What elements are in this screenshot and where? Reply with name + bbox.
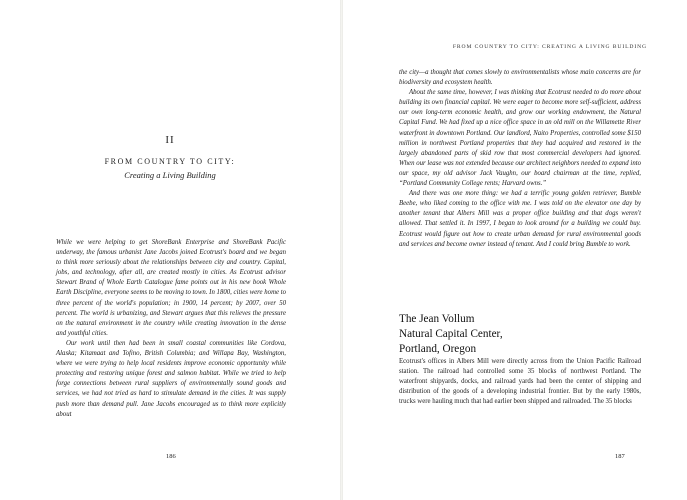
- chapter-subtitle: Creating a Living Building: [124, 170, 216, 180]
- running-head: FROM COUNTRY TO CITY: CREATING A LIVING BUILDING: [452, 44, 647, 50]
- left-body-text: [56, 238, 286, 420]
- section-heading-line: The Jean Vollum: [399, 313, 475, 325]
- section-heading-line: Portland, Oregon: [399, 343, 477, 355]
- section-heading: [399, 312, 503, 357]
- paragraph: And there was one more thing: we had a terrific young golden retriever, Bumble Beebe, who liked coming to the office with me. I was told on the elevator one day by another tenant that Albers Mill was a proper office building and that dogs weren't allowed. That settled it. In 1997, I began to look around for a building we could buy. Ecotrust would figure out how to create urban demand for rural environmental goods and services and become owner instead of tenant. And I could bring Bumble to work.: [399, 190, 641, 248]
- page-number: 187: [615, 453, 625, 460]
- paragraph: While we were helping to get ShoreBank Enterprise and ShoreBank Pacific underway, the famous urbanist Jane Jacobs joined Ecotrust's board and we began to think more seriously about the relationships between city and country. Capital, jobs, and technology, after all, are created mostly in cities. As Ecotrust advisor Stewart Brand of Whole Earth Catalogue fame points out in his new book Whole Earth Discipline, everyone seems to be moving to town. In 1800, cities were home to three percent of the world's population; in 1900, 14 percent; by 2007, over 50 percent. The world is urbanizing, and Stewart argues that this relieves the pressure on the natural environment in the country while creating innovation in the dense and youthful cities.: [56, 239, 286, 337]
- chapter-title: FROM COUNTRY TO CITY:: [104, 157, 236, 166]
- paragraph: Our work until then had been in small coastal communities like Cordova, Alaska; Kitamaat and Tofino, British Columbia; and Willapa Bay, Washington, where we were trying to help local residents improve economic opportunity while protecting and restoring unique forest and salmon habitat. While we tried to help forge connections between rural suppliers of environmentally sound goods and services, we had not tried as hard to stimulate demand in the cities. It was supply push more than demand pull. Jane Jacobs encouraged us to think more explicitly about: [56, 339, 286, 418]
- section-heading-line: Natural Capital Center,: [399, 328, 503, 340]
- paragraph: the city—a thought that comes slowly to environmentalists whose main concerns are for biodiversity and ecosystem health.: [399, 69, 641, 87]
- paragraph: Ecotrust's offices in Albers Mill were directly across from the Union Pacific Railroad station. The railroad had controlled some 35 blocks of northwest Portland. The waterfront shipyards, docks, and railroad yards had been the center of shipping and distribution of the goods of a developing industrial frontier. But by the early 1980s, trucks were hauling much that had earlier been shipped and railroaded. The 35 blocks: [399, 358, 641, 406]
- paragraph: About the same time, however, I was thinking that Ecotrust needed to do more about building its own financial capital. We were eager to become more self-sufficient, address our own long-term economic health, and grow our working endowment, the Natural Capital Fund. We had fixed up a nice office space in an old mill on the Willamette River waterfront in downtown Portland. Our landlord, Naito Properties, controlled some $150 million in northwest Portland properties that they had acquired and restored in the largely abandoned parts of skid row that most commercial developers had ignored. When our lease was not extended because our architect neighbors needed to expand into our space, my old advisor Jack Vaughn, our board chairman at the time, replied, “Portland Community College rents; Harvard owns.”: [399, 89, 641, 188]
- right-page: [343, 0, 687, 500]
- page-number: 186: [166, 453, 176, 460]
- right-body-text: [399, 68, 641, 250]
- left-page: [0, 0, 340, 500]
- chapter-number: II: [165, 134, 175, 146]
- section-body-text: [399, 357, 641, 407]
